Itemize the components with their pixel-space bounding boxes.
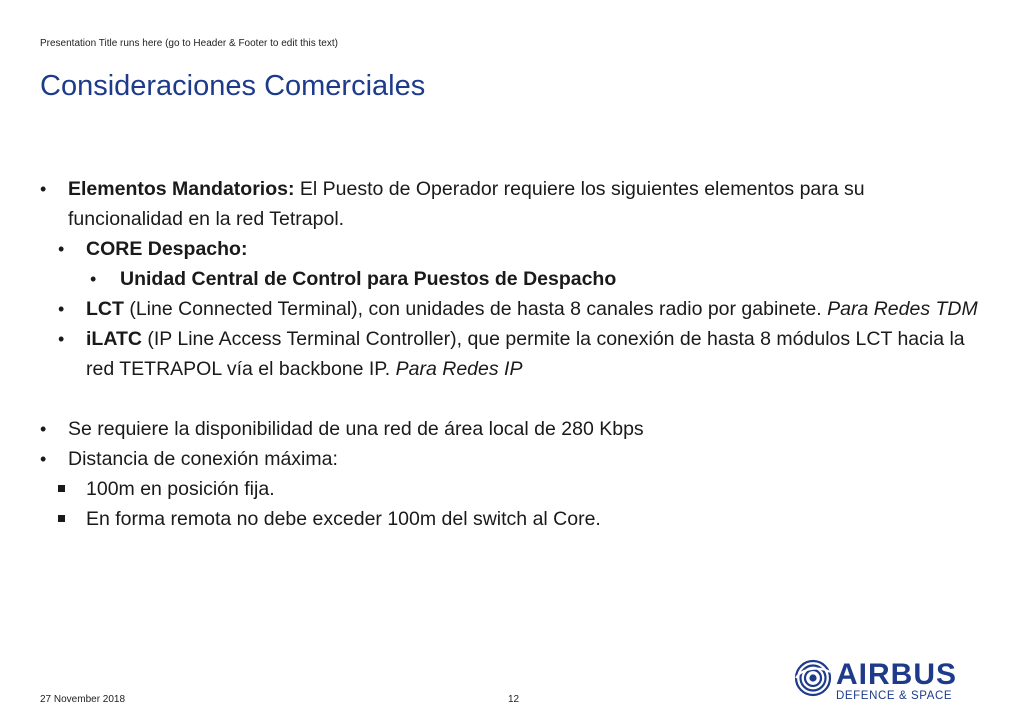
page-title: Consideraciones Comerciales [40, 70, 426, 102]
bullet-text: (Line Connected Terminal), con unidades de hasta 8 canales radio por gabinete. [123, 298, 828, 320]
airbus-logo [794, 656, 989, 706]
bullet-text: El Puesto de Operador requiere los siguientes elementos para su funcionalidad en la red Tetrapol. [68, 178, 865, 230]
bullet-core-dispatch [40, 234, 980, 264]
page-number: 12 [508, 694, 520, 705]
bullet-text: Distancia de conexión máxima: [68, 448, 338, 470]
bullet-text: 100m en posición fija. [86, 478, 275, 500]
bullet-label: CORE Despacho: [86, 238, 248, 260]
bullet-label: Unidad Central de Control para Puestos de Despacho [120, 268, 617, 290]
bullet-ilatc [40, 324, 980, 384]
logo-subtitle: DEFENCE & SPACE [836, 690, 953, 702]
bullet-label: Elementos Mandatorios: [68, 178, 295, 200]
airbus-swirl-icon [794, 658, 832, 698]
bullet-italic-note: Para Redes TDM [827, 298, 978, 320]
slide-content [40, 174, 980, 534]
bullet-mandatory-elements [40, 174, 980, 234]
footer-date: 27 November 2018 [40, 694, 126, 705]
bullet-italic-note: Para Redes IP [395, 358, 523, 380]
bullet-label: iLATC [86, 328, 142, 350]
bullet-lct [40, 294, 980, 324]
logo-wordmark: AIRBUS [836, 658, 958, 691]
bullet-remote-distance [40, 504, 980, 534]
bullet-lan-requirement [40, 414, 980, 444]
bullet-label: LCT [86, 298, 124, 320]
header-note: Presentation Title runs here (go to Header & Footer to edit this text) [40, 38, 338, 49]
spacer [40, 384, 980, 414]
bullet-text: Se requiere la disponibilidad de una red de área local de 280 Kbps [68, 418, 644, 440]
bullet-max-distance [40, 444, 980, 474]
bullet-text: En forma remota no debe exceder 100m del switch al Core. [86, 508, 601, 530]
bullet-central-control-unit [40, 264, 980, 294]
bullet-text: (IP Line Access Terminal Controller), que permite la conexión de hasta 8 módulos LCT hacia la red TETRAPOL vía el backbone IP. [86, 328, 965, 380]
bullet-fixed-position [40, 474, 980, 504]
